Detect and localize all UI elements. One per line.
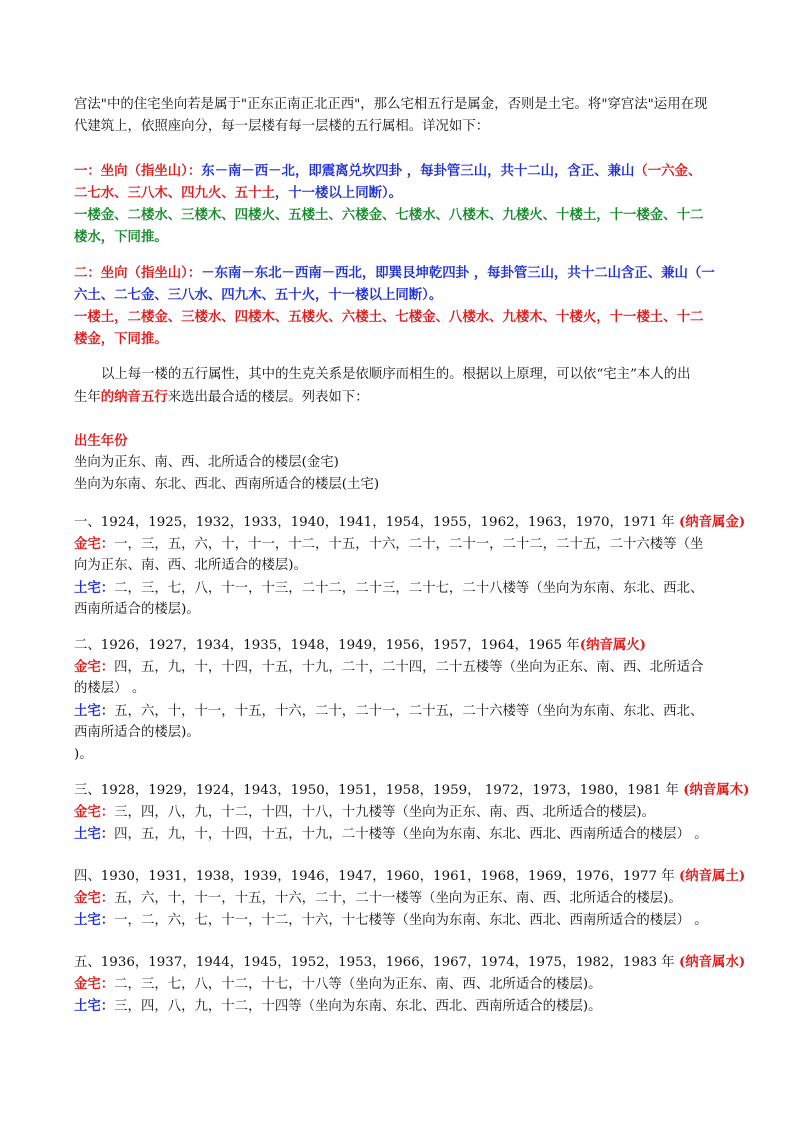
jin-row [74,656,740,678]
jin-cont: 的楼层） 。 [74,681,146,696]
year-group [74,511,746,621]
jin-floors: 一，三，五，六，十，十一，十二，十五，十六，二十，二十一，二十二，二十五，二十六楼等（坐 [114,537,704,552]
explanation-paragraph [74,364,740,408]
year-group-header [74,511,746,533]
jin-row [74,973,740,995]
year-group-header [74,951,746,973]
section-two-heading: 二：坐向（指坐山）： [74,265,202,281]
intro-line: 宫法"中的住宅坐向若是属于"正东正南正北正西"，那么宅相五行是属金，否则是土宅。将"穿宫法"运用在现 [74,97,708,112]
jin-floors: 二，三，七，八，十二，十七，十八等（坐向为正东、南、西、北所适合的楼层)。 [114,977,602,992]
section-two-floors: 楼金，下同推。 [74,331,168,347]
section-one-floors: 一楼金、二楼水、三楼木、四楼火、五楼土、六楼金、七楼水、八楼木、九楼火、十楼土，十一楼金、十二 [74,207,704,223]
explanation-line: 以上每一楼的五行属性，其中的生克关系是依顺序而相生的。根据以上原理，可以依“宅主”本人的出 [101,367,691,382]
legend [74,430,740,496]
intro-line: 代建筑上，依照座向分，每一层楼有每一层楼的五行属相。详况如下： [74,119,490,134]
tu-label: 土宅： [74,998,115,1014]
tu-label: 土宅： [74,912,115,928]
jin-label: 金宅： [74,890,115,906]
years-list: 二、1926，1927，1934，1935，1948，1949，1956，1957，1964，1965 年 [74,638,580,653]
stray-punctuation: )。 [74,747,93,762]
tu-label: 土宅： [74,703,115,719]
tu-row [74,995,740,1017]
tu-row [74,909,740,931]
nayin-tag: (纳音属木) [683,782,750,798]
year-group [74,865,746,931]
jin-floors: 三，四，八，九，十二，十四，十八，十九楼等（坐向为正东、南、西、北所适合的楼层)。 [114,805,656,820]
jin-label: 金宅： [74,804,115,820]
tu-floors: 四，五，九，十，十四，十五，十九，二十楼等（坐向为东南、东北、西北、西南所适合的楼层） 。 [114,827,708,842]
tu-row [74,823,740,845]
tu-floors: 一，二，六，七，十一，十二，十六，十七楼等（坐向为东南、东北、西北、西南所适合的楼层） 。 [114,913,708,928]
nayin-tag: (纳音属土) [678,868,746,884]
section-one-heading: 一：坐向（指坐山）： [74,163,202,179]
legend-earth: 坐向为东南、东北、西北、西南所适合的楼层(土宅) [74,477,380,492]
jin-label: 金宅： [74,659,115,675]
section-two [74,262,740,350]
year-group [74,634,740,766]
section-one [74,160,740,248]
year-group [74,951,746,1017]
explanation-line [74,386,740,408]
legend-title: 出生年份 [74,433,128,449]
tu-row [74,700,740,722]
explanation-text: 生年 [74,390,101,405]
years-list: 三、1928，1929，1924，1943，1950，1951，1958，1959， 1972，1973，1980，1981 年 [74,783,679,798]
nayin-tag: (纳音属火) [579,637,646,653]
tu-floors: 三，四，八，九，十二，十四等（坐向为东南、东北、西北、西南所适合的楼层)。 [114,999,602,1014]
section-two-desc: 六土、二七金、三八水、四九木、五十火，十一楼以上同断）。 [74,287,443,303]
explanation-text: 来选出最合适的楼层。列表如下： [167,390,369,405]
jin-row [74,801,740,823]
year-group-header [74,865,746,887]
intro-paragraph [74,94,740,138]
tu-cont: 西南所适合的楼层)。 [74,602,200,617]
section-two-floors: 一楼土，二楼金、三楼水、四楼木、五楼火、六楼土、七楼金、八楼水、九楼木、十楼火，十一楼土、十二 [74,309,704,325]
jin-row [74,887,740,909]
section-one-floors: 楼水，下同推。 [74,229,168,245]
year-group-header [74,779,750,801]
jin-cont: 向为正东、南、西、北所适合的楼层)。 [74,558,307,573]
tu-cont: 西南所适合的楼层)。 [74,725,200,740]
section-one-desc: 东－南－西－北，即震离兑坎四卦 ，每卦管三山，共十二山，含正、兼山 [201,163,635,179]
section-one-line [74,182,740,204]
nayin-tag: (纳音属金) [678,514,746,530]
tu-row [74,577,740,599]
tu-label: 土宅： [74,826,115,842]
jin-row [74,533,740,555]
jin-floors: 五，六，十，十一，十五，十六，二十，二十一楼等（坐向为正东、南、西、北所适合的楼层)。 [114,891,682,906]
years-list: 四、1930，1931，1938，1939，1946，1947，1960，1961，1968，1969，1976，1977 年 [74,869,675,884]
years-list: 一、1924，1925，1932，1933，1940，1941，1954，1955，1962，1963，1970，1971 年 [74,515,675,530]
nayin-highlight: 的纳音五行 [100,389,168,405]
section-one-line [74,160,740,182]
tu-label: 土宅： [74,580,115,596]
legend-gold: 坐向为正东、南、西、北所适合的楼层(金宅) [74,455,339,470]
section-two-desc: －东南－东北－西南－西北，即巽艮坤乾四卦 ，每卦管三山，共十二山含正、兼山（一 [201,265,715,281]
section-one-elements: 二七水、三八木、四九火、五十土 [74,185,275,201]
years-list: 五、1936，1937，1944，1945，1952，1953，1966，1967，1974，1975，1982，1983 年 [74,955,675,970]
tu-floors: 二，三，七，八，十一，十三，二十二，二十三，二十七，二十八楼等（坐向为东南、东北、西北、 [114,581,704,596]
jin-label: 金宅： [74,536,115,552]
section-one-desc: ，十一楼以上同断）。 [274,185,403,201]
tu-floors: 五，六，十，十一，十五，十六，二十，二十一，二十五，二十六楼等（坐向为东南、东北、西北、 [114,704,704,719]
year-group-header [74,634,740,656]
section-one-elements: （一六金、 [634,163,702,179]
section-two-line [74,262,740,284]
jin-label: 金宅： [74,976,115,992]
year-group [74,779,750,845]
nayin-tag: (纳音属水) [678,954,746,970]
jin-floors: 四，五，九，十，十四，十五，十九，二十，二十四，二十五楼等（坐向为正东、南、西、北所适合 [114,660,704,675]
